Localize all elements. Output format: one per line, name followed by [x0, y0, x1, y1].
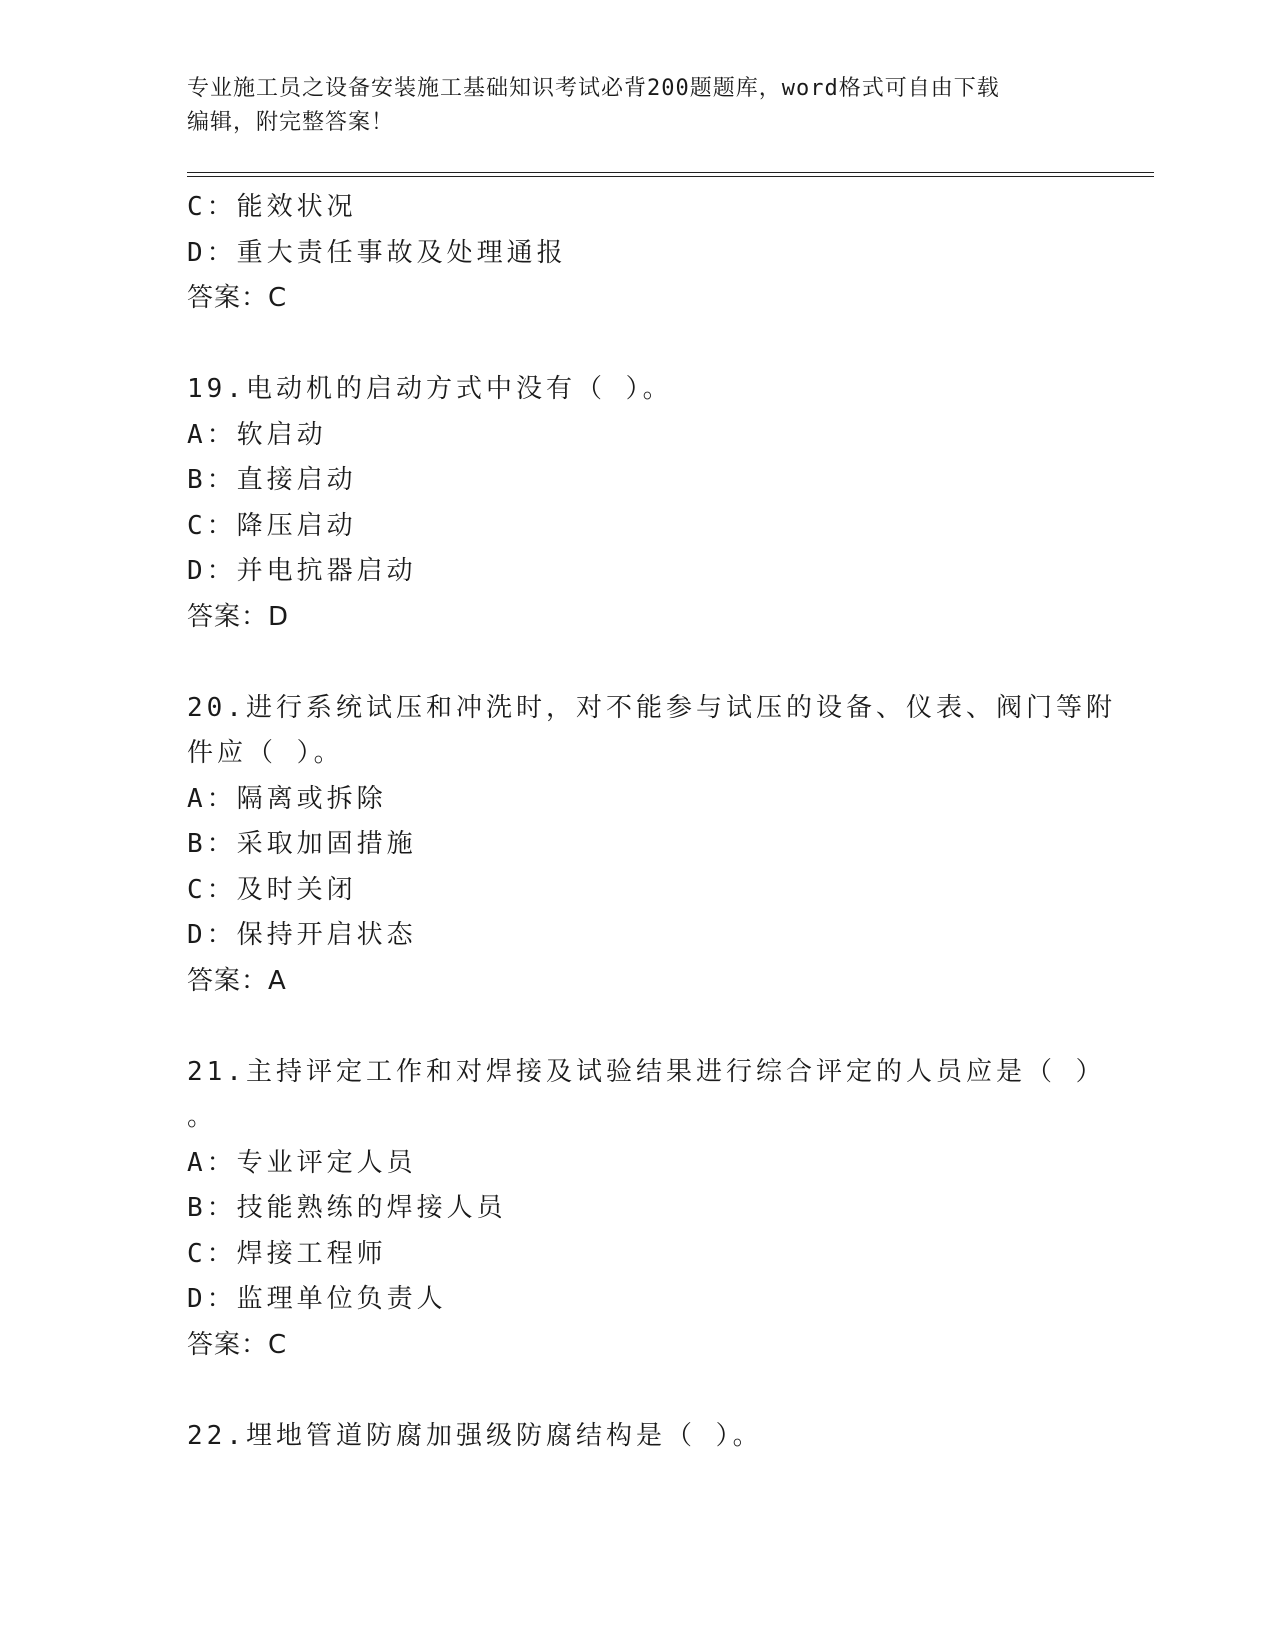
question-block-19	[187, 367, 1107, 640]
header-line-1: 专业施工员之设备安装施工基础知识考试必背200题题库，word格式可自由下载	[187, 76, 1000, 101]
option-c: C：能效状况	[187, 192, 357, 222]
header-rule-top	[187, 172, 1154, 173]
spacer	[187, 640, 1107, 686]
option-c: C：降压启动	[187, 510, 357, 541]
option-d: D：重大责任事故及处理通报	[187, 237, 567, 268]
option-a: A：专业评定人员	[187, 1147, 417, 1178]
question-stem-continued: 。	[187, 1102, 218, 1132]
option-b: B：直接启动	[187, 465, 357, 495]
answer-line: 答案：C	[187, 283, 288, 313]
option-c: C：焊接工程师	[187, 1238, 387, 1269]
question-block-21	[187, 1050, 1107, 1369]
answer-line: 答案：A	[187, 965, 287, 996]
option-d: D：保持开启状态	[187, 920, 417, 950]
question-block-22	[187, 1414, 1107, 1460]
option-a: A：隔离或拆除	[187, 783, 387, 814]
header-line-2: 编辑，附完整答案！	[187, 110, 395, 135]
option-b: B：采取加固措施	[187, 829, 417, 859]
spacer	[187, 1368, 1107, 1414]
question-content	[187, 185, 1116, 1459]
option-d: D：监理单位负责人	[187, 1284, 447, 1314]
question-stem: 21.主持评定工作和对焊接及试验结果进行综合评定的人员应是（ ）	[187, 1056, 1106, 1087]
spacer	[187, 322, 1107, 368]
question-block-prev	[187, 185, 1107, 322]
option-a: A：软启动	[187, 419, 327, 450]
answer-line: 答案：C	[187, 1329, 288, 1360]
option-d: D：并电抗器启动	[187, 556, 417, 586]
question-block-20	[187, 686, 1116, 1005]
question-stem-continued: 件应（ ）。	[187, 738, 344, 768]
header-rule-bottom	[187, 176, 1154, 177]
question-stem: 22.埋地管道防腐加强级防腐结构是（ ）。	[187, 1420, 763, 1451]
answer-line: 答案：D	[187, 601, 290, 632]
option-b: B：技能熟练的焊接人员	[187, 1193, 507, 1223]
document-header	[187, 72, 1087, 140]
option-c: C：及时关闭	[187, 874, 357, 905]
spacer	[187, 1004, 1107, 1050]
question-stem: 20.进行系统试压和冲洗时，对不能参与试压的设备、仪表、阀门等附	[187, 692, 1116, 723]
question-stem: 19.电动机的启动方式中没有（ ）。	[187, 374, 673, 404]
